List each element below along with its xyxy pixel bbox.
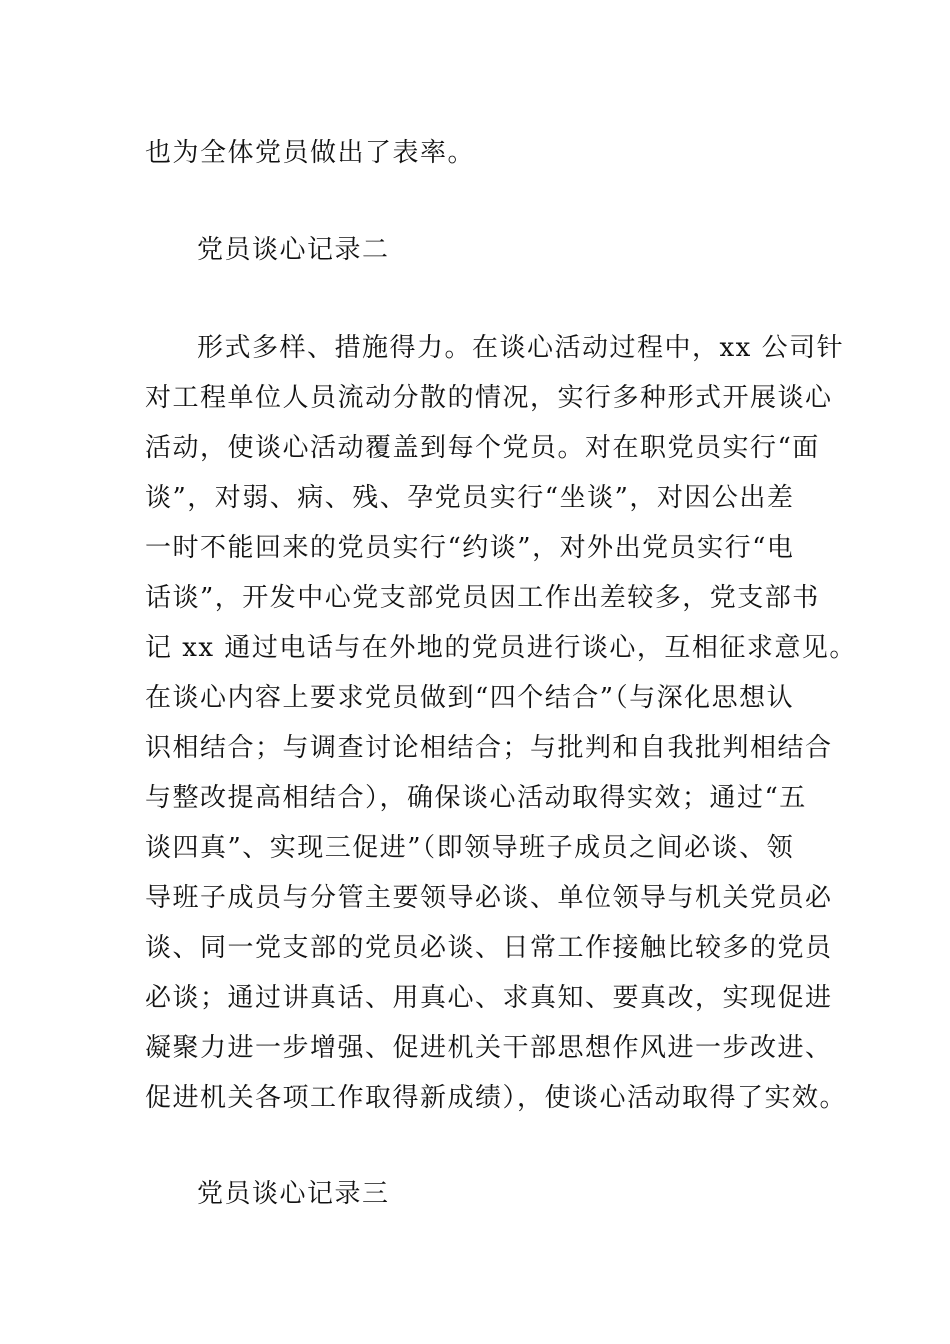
- paragraph-line: 谈”，对弱、病、残、孕党员实行“坐谈”，对因公出差: [145, 483, 795, 513]
- paragraph-line: 谈四真”、实现三促进”（即领导班子成员之间必谈、领: [145, 833, 795, 863]
- section-two-title: 党员谈心记录二: [197, 235, 390, 265]
- paragraph-line: 记 xx 通过电话与在外地的党员进行谈心，互相征求意见。: [145, 633, 857, 663]
- paragraph-line: 形式多样、措施得力。在谈心活动过程中，xx 公司针: [197, 333, 845, 363]
- paragraph-line: 在谈心内容上要求党员做到“四个结合”（与深化思想认: [145, 683, 795, 713]
- paragraph-line: 活动，使谈心活动覆盖到每个党员。对在职党员实行“面: [145, 433, 820, 463]
- paragraph-line: 话谈”，开发中心党支部党员因工作出差较多，党支部书: [145, 583, 820, 613]
- section-three-title: 党员谈心记录三: [197, 1179, 390, 1209]
- paragraph-line: 识相结合；与调查讨论相结合；与批判和自我批判相结合: [145, 733, 833, 763]
- paragraph-line: 必谈；通过讲真话、用真心、求真知、要真改，实现促进: [145, 983, 833, 1013]
- paragraph-line: 与整改提高相结合），确保谈心活动取得实效；通过“五: [145, 783, 807, 813]
- paragraph-line: 导班子成员与分管主要领导必谈、单位领导与机关党员必: [145, 883, 833, 913]
- opening-line: 也为全体党员做出了表率。: [145, 138, 476, 168]
- paragraph-line: 对工程单位人员流动分散的情况，实行多种形式开展谈心: [145, 383, 833, 413]
- paragraph-line: 促进机关各项工作取得新成绩），使谈心活动取得了实效。: [145, 1083, 848, 1113]
- paragraph-line: 一时不能回来的党员实行“约谈”，对外出党员实行“电: [145, 533, 795, 563]
- paragraph-line: 凝聚力进一步增强、促进机关干部思想作风进一步改进、: [145, 1033, 833, 1063]
- paragraph-line: 谈、同一党支部的党员必谈、日常工作接触比较多的党员: [145, 933, 833, 963]
